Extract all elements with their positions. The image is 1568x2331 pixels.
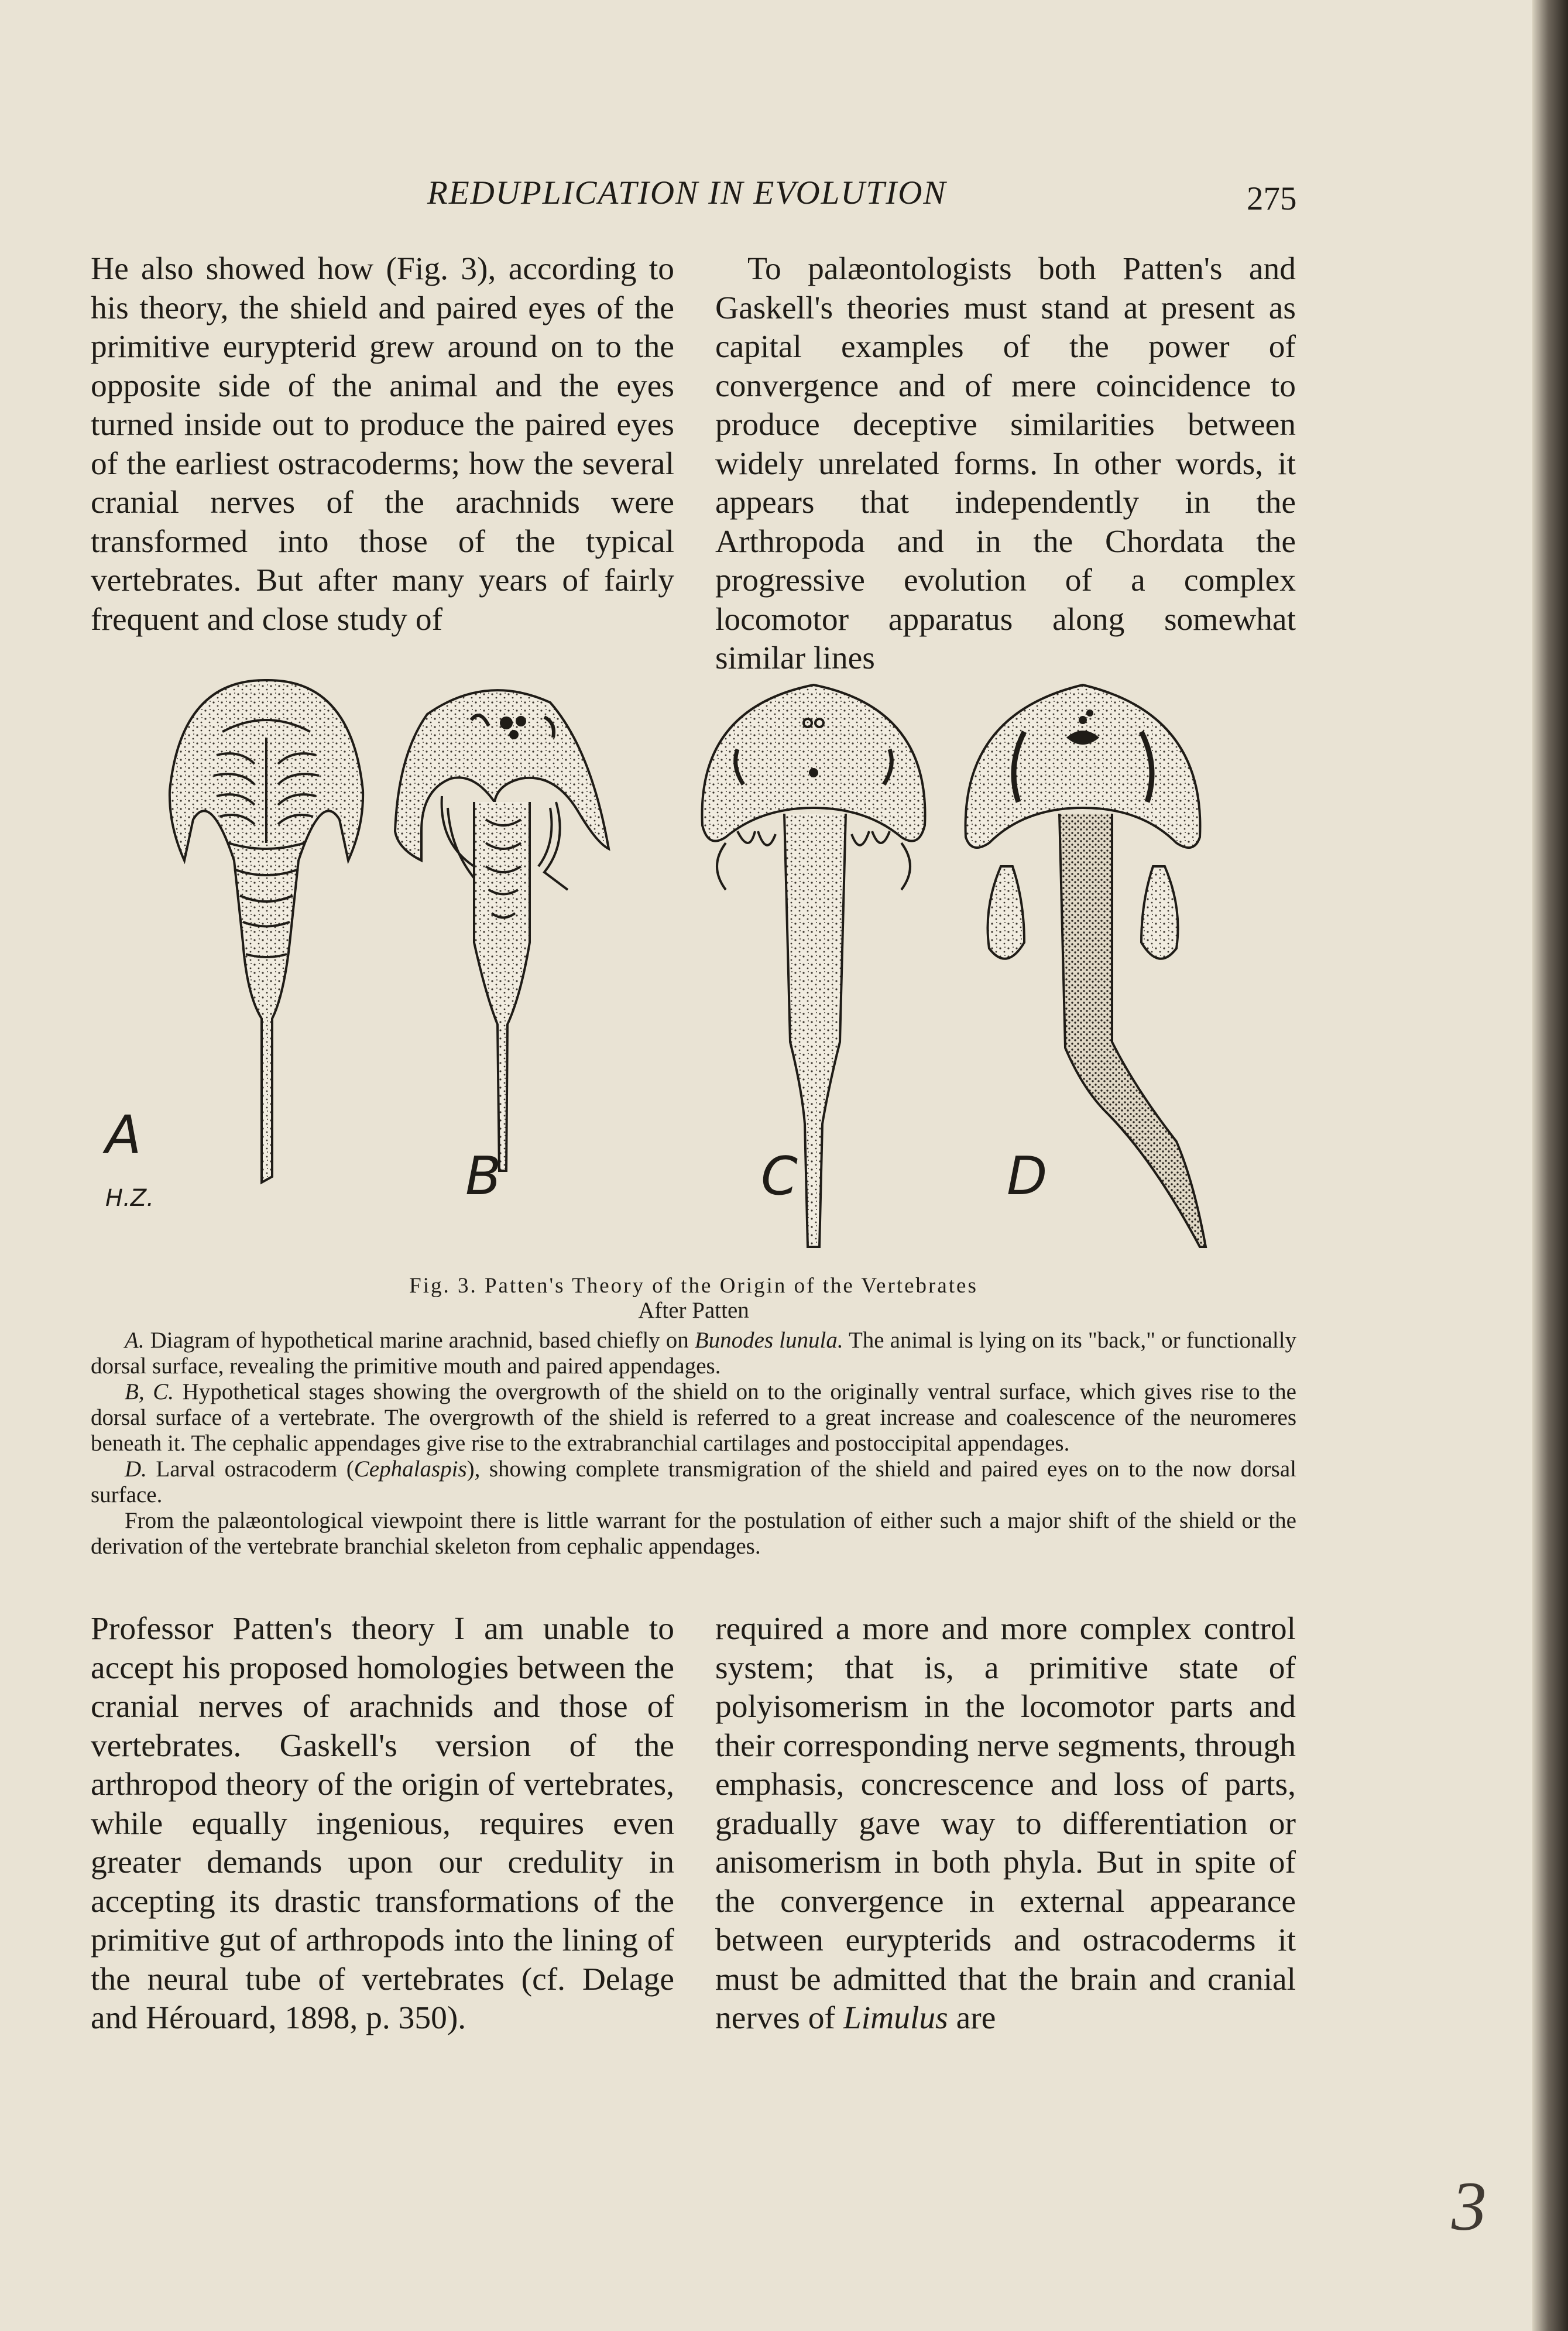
label-b: B	[465, 1146, 502, 1207]
body-text-right-top	[715, 250, 1296, 678]
figure-caption-subtitle: After Patten	[638, 1298, 749, 1323]
evolution-diagram	[105, 667, 1258, 1264]
body-text-left-bottom	[91, 1610, 674, 2038]
specimen-d	[966, 685, 1206, 1247]
figure-illustration	[105, 667, 1258, 1264]
paragraph: required a more and more complex control system; that is, a primitive state of polyisomerism in the locomotor parts and their corresponding nerve segments, through emphasis, concrescence and loss of parts, gradually gave way to differentiation or anisomerism in both phyla. But in spite of the convergence in external appearance between eurypterids and ostracoderms it must be admitted that the brain and cranial nerves of Limulus are	[715, 1611, 1296, 2036]
specimen-b	[395, 690, 609, 1171]
page-edge-shadow	[1532, 0, 1568, 2331]
paragraph: He also showed how (Fig. 3), according to his theory, the shield and paired eyes of the primitive eurypterid grew around on to the opposite side of the animal and the eyes turned inside out to produce the paired eyes of the earliest ostracoderms; how the several cranial nerves of the arachnids were transformed into those of the typical vertebrates. But after many years of fairly frequent and close study of	[91, 251, 674, 637]
handwritten-mark: 3	[1452, 2167, 1487, 2245]
page-header	[0, 170, 1568, 217]
artist-initials: H.Z.	[105, 1185, 154, 1212]
label-a: A	[105, 1105, 142, 1166]
figure-caption-title: Fig. 3. Patten's Theory of the Origin of the Vertebrates	[409, 1274, 978, 1298]
legend-item-a: A. Diagram of hypothetical marine arachnid, based chiefly on Bunodes lunula. The animal is lying on its "back," or functionally dorsal surface, revealing the primitive mouth and paired appendages.	[91, 1328, 1297, 1379]
label-c: C	[761, 1146, 798, 1207]
figure-legend	[91, 1328, 1296, 1559]
legend-note: From the palæontological viewpoint there is little warrant for the postulation of either such a major shift of the shield or the derivation of the vertebrate branchial skeleton from cephalic appendages.	[91, 1508, 1296, 1559]
paragraph: Professor Patten's theory I am unable to accept his proposed homologies between the cranial nerves of arachnids and those of vertebrates. Gaskell's version of the arthropod theory of the origin of vertebrates, while equally ingenious, requires even greater demands upon our credulity in accepting its drastic transformations of the primitive gut of arthropods into the lining of the neural tube of vertebrates (cf. Delage and Hérouard, 1898, p. 350).	[91, 1611, 674, 2036]
page-number: 275	[1247, 180, 1297, 217]
specimen-a	[170, 680, 363, 1182]
legend-item-d: D. Larval ostracoderm (Cephalaspis), showing complete transmigration of the shield and paired eyes on to the now dorsal surface.	[91, 1456, 1296, 1507]
body-text-right-bottom	[715, 1610, 1296, 2038]
specimen-c	[702, 685, 925, 1247]
paragraph: To palæontologists both Patten's and Gaskell's theories must stand at present as capital examples of the power of convergence and of mere coincidence to produce deceptive similarities between widely unrelated forms. In other words, it appears that independently in the Arthropoda and in the Chordata the progressive evolution of a complex locomotor apparatus along somewhat similar lines	[715, 251, 1296, 676]
label-d: D	[1007, 1146, 1048, 1207]
running-title: REDUPLICATION IN EVOLUTION	[427, 174, 947, 211]
legend-item-bc: B, C. Hypothetical stages showing the overgrowth of the shield on to the originally ventral surface, which gives rise to the dorsal surface of a vertebrate. The overgrowth of the shield is referred to a great increase and coalescence of the neuromeres beneath it. The cephalic appendages give rise to the extrabranchial cartilages and postoccipital appendages.	[91, 1379, 1296, 1456]
body-text-left-top	[91, 250, 674, 639]
